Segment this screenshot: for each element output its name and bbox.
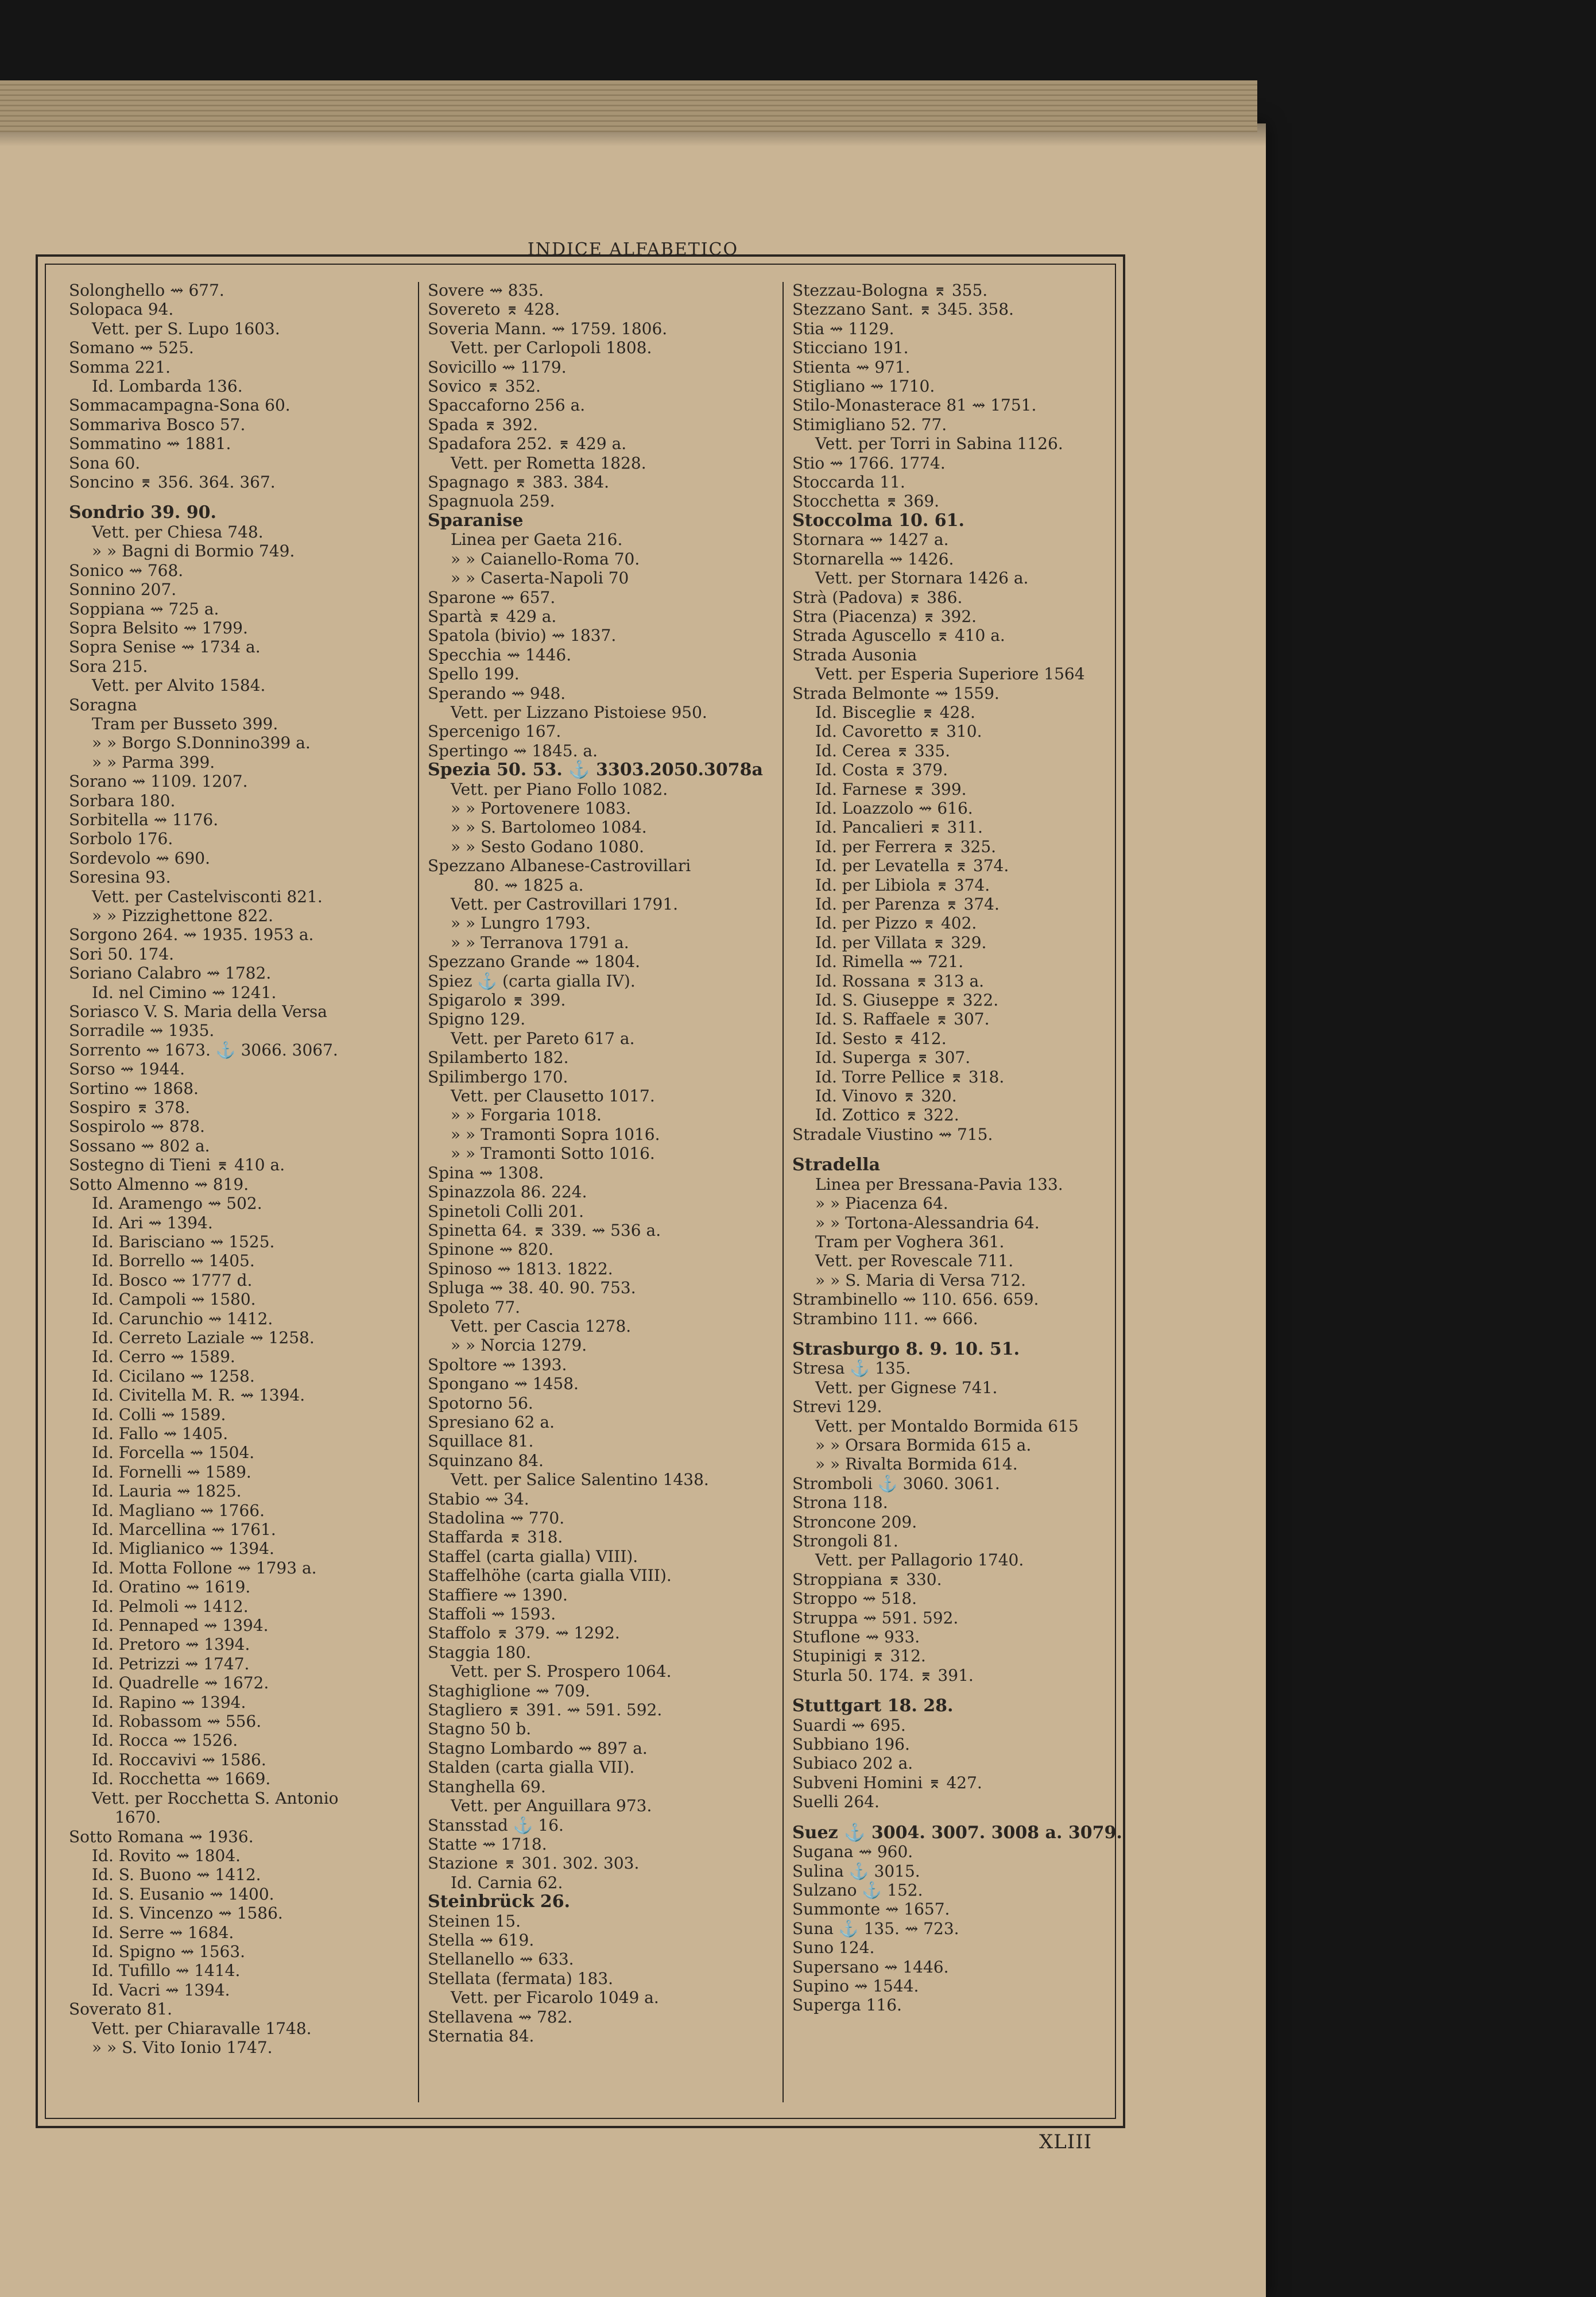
index-entry: Id. Costa ⌆ 379. [815, 760, 948, 780]
index-entry: Vett. per Chiesa 748. [92, 522, 264, 542]
index-entry: Id. Superga ⌆ 307. [815, 1048, 971, 1068]
index-entry: Id. Oratino ⇝ 1619. [92, 1577, 251, 1597]
index-entry: Vett. per Chiaravalle 1748. [92, 2018, 312, 2038]
index-entry: Stagliero ⌆ 391. ⇝ 591. 592. [428, 1700, 663, 1720]
index-entry: Subiaco 202 a. [792, 1754, 913, 1773]
index-entry: » » Parma 399. [92, 752, 215, 772]
index-entry: Staffarda ⌆ 318. [428, 1528, 563, 1547]
index-entry: » » Caianello-Roma 70. [451, 549, 640, 569]
index-entry: Vett. per Rometta 1828. [451, 453, 646, 473]
index-entry: Strona 118. [792, 1493, 888, 1513]
index-entry: Sortino ⇝ 1868. [69, 1078, 199, 1098]
index-entry: Id. Torre Pellice ⌆ 318. [815, 1067, 1005, 1086]
index-entry: Id. Barisciano ⇝ 1525. [92, 1232, 275, 1251]
index-entry: Id. S. Buono ⇝ 1412. [92, 1865, 261, 1885]
index-entry: Id. Campoli ⇝ 1580. [92, 1290, 256, 1309]
index-entry: Sopra Senise ⇝ 1734 a. [69, 637, 261, 657]
index-entry: Strambino 111. ⇝ 666. [792, 1309, 978, 1328]
index-entry: Solonghello ⇝ 677. [69, 281, 224, 300]
index-entry: Suna ⚓ 135. ⇝ 723. [792, 1919, 959, 1938]
index-entry: Stalden (carta gialla VII). [428, 1758, 635, 1777]
index-entry: Spoltore ⇝ 1393. [428, 1355, 567, 1374]
index-entry: Vett. per Carlopoli 1808. [451, 338, 652, 358]
index-entry: 1670. [115, 1808, 161, 1827]
column-divider [782, 282, 784, 2102]
index-heading-entry: Suez ⚓ 3004. 3007. 3008 a. 3079. [792, 1822, 1122, 1843]
index-entry: Stilo-Monasterace 81 ⇝ 1751. [792, 396, 1037, 415]
index-entry: Stansstad ⚓ 16. [428, 1815, 564, 1835]
index-entry: Id. Cicilano ⇝ 1258. [92, 1366, 255, 1386]
index-entry: Vett. per Torri in Sabina 1126. [815, 434, 1063, 454]
index-entry: Stocchetta ⌆ 369. [792, 492, 940, 511]
index-entry: Sona 60. [69, 453, 141, 473]
index-entry: Steinen 15. [428, 1911, 521, 1931]
index-entry: Sommariva Bosco 57. [69, 415, 246, 434]
index-entry: Id. Pelmoli ⇝ 1412. [92, 1596, 249, 1616]
index-entry: Id. Rocchetta ⇝ 1669. [92, 1769, 271, 1789]
index-column-3 [792, 281, 1137, 2101]
index-entry: Soppiana ⇝ 725 a. [69, 599, 219, 618]
index-frame-inner [45, 264, 1122, 2119]
index-entry: Staffiere ⇝ 1390. [428, 1585, 568, 1604]
index-entry: Id. S. Vincenzo ⇝ 1586. [92, 1904, 283, 1923]
index-entry: Id. S. Eusanio ⇝ 1400. [92, 1884, 274, 1904]
index-entry: Sorrento ⇝ 1673. ⚓ 3066. 3067. [69, 1040, 338, 1059]
index-entry: Spezzano Grande ⇝ 1804. [428, 952, 641, 972]
index-entry: Supino ⇝ 1544. [792, 1976, 919, 1996]
index-entry: Id. Borrello ⇝ 1405. [92, 1251, 255, 1271]
index-entry: Strada Ausonia [792, 645, 917, 664]
index-entry: » » Bagni di Bormio 749. [92, 542, 295, 561]
index-entry: Id. Cerreto Laziale ⇝ 1258. [92, 1328, 315, 1347]
index-entry: Id. Marcellina ⇝ 1761. [92, 1520, 276, 1539]
index-entry: Vett. per Esperia Superiore 1564 [815, 664, 1085, 684]
index-entry: » » S. Bartolomeo 1084. [451, 818, 647, 837]
index-entry: Staghiglione ⇝ 709. [428, 1681, 590, 1700]
index-entry: Vett. per Gignese 741. [815, 1378, 998, 1397]
index-entry: Sorso ⇝ 1944. [69, 1059, 185, 1079]
index-entry: Stezzau-Bologna ⌆ 355. [792, 281, 988, 300]
index-entry: Vett. per Castrovillari 1791. [451, 895, 679, 914]
index-entry: Stroppo ⇝ 518. [792, 1589, 917, 1608]
index-column-1 [69, 281, 413, 2101]
index-entry: Strevi 129. [792, 1397, 882, 1417]
index-entry: » » Rivalta Bormida 614. [815, 1455, 1018, 1474]
index-entry: Linea per Bressana-Pavia 133. [815, 1174, 1063, 1194]
index-entry: Stuflone ⇝ 933. [792, 1627, 920, 1647]
index-entry: Stio ⇝ 1766. 1774. [792, 453, 946, 473]
index-entry: Id. Ari ⇝ 1394. [92, 1213, 213, 1232]
index-entry: » » Pizzighettone 822. [92, 906, 274, 925]
index-entry: Id. Forcella ⇝ 1504. [92, 1443, 255, 1463]
index-entry: Spotorno 56. [428, 1393, 533, 1413]
index-entry: Sorbara 180. [69, 791, 176, 810]
index-entry: Sperando ⇝ 948. [428, 683, 566, 703]
index-entry: Vett. per Piano Follo 1082. [451, 779, 668, 799]
index-entry: Id. Rossana ⌆ 313 a. [815, 971, 985, 991]
index-entry: » » Tramonti Sotto 1016. [451, 1144, 655, 1163]
index-entry: Stimigliano 52. 77. [792, 415, 947, 434]
index-entry: Vett. per Cascia 1278. [451, 1316, 632, 1336]
index-entry: Statte ⇝ 1718. [428, 1834, 547, 1854]
index-entry: Sulzano ⚓ 152. [792, 1880, 923, 1900]
index-entry: Sostegno di Tieni ⌆ 410 a. [69, 1155, 285, 1175]
index-entry: Id. Vinovo ⌆ 320. [815, 1086, 957, 1106]
index-entry: Id. Rovito ⇝ 1804. [92, 1846, 241, 1865]
index-entry: Stadolina ⇝ 770. [428, 1509, 565, 1528]
page-header: INDICE ALFABETICO [527, 239, 739, 260]
index-entry: Sordevolo ⇝ 690. [69, 848, 211, 868]
index-entry: Sonnino 207. [69, 580, 177, 600]
index-entry: » » Tortona-Alessandria 64. [815, 1213, 1040, 1232]
index-entry: Spinoso ⇝ 1813. 1822. [428, 1259, 613, 1278]
index-entry: Summonte ⇝ 1657. [792, 1900, 950, 1919]
index-column-2 [428, 281, 772, 2101]
index-entry: Squinzano 84. [428, 1451, 544, 1470]
index-entry: Spigarolo ⌆ 399. [428, 991, 566, 1010]
index-entry: Spezzano Albanese-Castrovillari [428, 856, 691, 876]
index-entry: » » Sesto Godano 1080. [451, 837, 644, 856]
index-entry: Stupinigi ⌆ 312. [792, 1646, 926, 1666]
index-entry: Staffolo ⌆ 379. ⇝ 1292. [428, 1623, 620, 1643]
index-entry: Id. per Libiola ⌆ 374. [815, 875, 990, 895]
index-heading-entry: Steinbrück 26. [428, 1892, 571, 1912]
index-entry: Soverato 81. [69, 2000, 173, 2019]
index-entry: Stella ⇝ 619. [428, 1930, 534, 1950]
index-entry: Id. Lauria ⇝ 1825. [92, 1482, 242, 1501]
index-entry: Id. Sesto ⌆ 412. [815, 1028, 947, 1048]
index-entry: Sugana ⇝ 960. [792, 1842, 913, 1862]
index-entry: Stezzano Sant. ⌆ 345. 358. [792, 300, 1014, 319]
index-entry: Vett. per Alvito 1584. [92, 676, 266, 695]
index-entry: Spina ⇝ 1308. [428, 1163, 544, 1182]
index-entry: Spilamberto 182. [428, 1048, 569, 1068]
index-entry: Spinetoli Colli 201. [428, 1201, 584, 1221]
stacked-page-edges [0, 80, 1257, 132]
index-entry: Id. Spigno ⇝ 1563. [92, 1942, 246, 1961]
index-entry: Stia ⇝ 1129. [792, 319, 894, 338]
index-entry: Stigliano ⇝ 1710. [792, 377, 935, 396]
index-entry: Id. per Pizzo ⌆ 402. [815, 914, 977, 933]
index-entry: » » Orsara Bormida 615 a. [815, 1435, 1032, 1455]
index-entry: » » Caserta-Napoli 70 [451, 569, 629, 588]
index-entry: Spagnuola 259. [428, 492, 555, 511]
index-entry: Spigno 129. [428, 1010, 526, 1029]
index-entry: Sotto Romana ⇝ 1936. [69, 1827, 254, 1846]
index-entry: Id. Petrizzi ⇝ 1747. [92, 1654, 250, 1673]
index-entry: Stroppiana ⌆ 330. [792, 1569, 942, 1589]
index-heading-entry: Sparanise [428, 510, 524, 531]
index-entry: Sternatia 84. [428, 2026, 534, 2045]
index-entry: Id. Colli ⇝ 1589. [92, 1405, 226, 1424]
index-entry: Id. Rocca ⇝ 1526. [92, 1731, 238, 1750]
index-entry: Id. Quadrelle ⇝ 1672. [92, 1673, 269, 1693]
index-entry: Solopaca 94. [69, 300, 174, 319]
index-entry: Spoleto 77. [428, 1297, 521, 1317]
index-entry: Id. Aramengo ⇝ 502. [92, 1194, 262, 1213]
index-entry: Id. Bisceglie ⌆ 428. [815, 702, 975, 722]
index-entry: » » Piacenza 64. [815, 1194, 948, 1213]
index-entry: Spinone ⇝ 820. [428, 1240, 554, 1259]
index-entry: Spinazzola 86. 224. [428, 1182, 587, 1202]
index-entry: Id. Zottico ⌆ 322. [815, 1105, 959, 1125]
index-entry: Id. nel Cimino ⇝ 1241. [92, 983, 277, 1002]
index-entry: Id. Carunchio ⇝ 1412. [92, 1309, 273, 1328]
index-entry: Suno 124. [792, 1938, 875, 1958]
index-entry: Subveni Homini ⌆ 427. [792, 1773, 982, 1792]
index-entry: Spresiano 62 a. [428, 1412, 555, 1432]
index-entry: Staffel (carta gialla) VIII). [428, 1546, 638, 1566]
index-entry: Spilimbergo 170. [428, 1067, 568, 1086]
index-entry: Sparone ⇝ 657. [428, 587, 556, 607]
index-entry: Stromboli ⚓ 3060. 3061. [792, 1474, 1000, 1493]
index-entry: Id. per Ferrera ⌆ 325. [815, 837, 997, 856]
index-entry: Soriano Calabro ⇝ 1782. [69, 964, 272, 983]
index-entry: Vett. per Pareto 617 a. [451, 1028, 635, 1048]
index-entry: Id. Loazzolo ⇝ 616. [815, 798, 973, 818]
index-entry: Stagno 50 b. [428, 1719, 532, 1739]
index-entry: Id. Civitella M. R. ⇝ 1394. [92, 1386, 305, 1405]
index-entry: Id. Rapino ⇝ 1394. [92, 1692, 246, 1712]
index-entry: Vett. per Montaldo Bormida 615 [815, 1416, 1079, 1436]
index-entry: Stra (Piacenza) ⌆ 392. [792, 606, 977, 626]
index-entry: Stagno Lombardo ⇝ 897 a. [428, 1738, 648, 1758]
index-entry: » » Borgo S.Donnino399 a. [92, 733, 311, 753]
index-entry: Vett. per Rovescale 711. [815, 1251, 1014, 1271]
index-entry: Strongoli 81. [792, 1532, 898, 1550]
index-entry: Soriasco V. S. Maria della Versa [69, 1002, 327, 1022]
index-entry: Subbiano 196. [792, 1735, 910, 1754]
index-entry: Sonico ⇝ 768. [69, 560, 184, 580]
index-entry: Stabio ⇝ 34. [428, 1489, 529, 1509]
index-entry: » » Tramonti Sopra 1016. [451, 1124, 660, 1144]
index-entry: Somano ⇝ 525. [69, 338, 194, 358]
index-entry: Spertingo ⇝ 1845. a. [428, 741, 598, 760]
index-entry: Id. Robassom ⇝ 556. [92, 1712, 262, 1731]
index-entry: Id. Serre ⇝ 1684. [92, 1923, 234, 1942]
index-entry: Sovicillo ⇝ 1179. [428, 357, 567, 377]
index-entry: Staggia 180. [428, 1642, 531, 1662]
index-entry: » » Lungro 1793. [451, 914, 591, 933]
index-entry: Spatola (bivio) ⇝ 1837. [428, 626, 617, 645]
index-entry: Sorgono 264. ⇝ 1935. 1953 a. [69, 925, 314, 945]
index-entry: Id. Rimella ⇝ 721. [815, 952, 964, 972]
index-frame [36, 254, 1125, 2128]
index-entry: Sorbitella ⇝ 1176. [69, 810, 219, 829]
index-entry: Vett. per Salice Salentino 1438. [451, 1470, 709, 1490]
index-entry: Vett. per Pallagorio 1740. [815, 1550, 1024, 1570]
index-entry: Spartà ⌆ 429 a. [428, 606, 557, 626]
index-entry: Stornarella ⇝ 1426. [792, 549, 954, 569]
index-entry: Tram per Voghera 361. [815, 1232, 1005, 1251]
index-entry: Suardi ⇝ 695. [792, 1715, 906, 1735]
index-entry: Id. Lombarda 136. [92, 377, 243, 396]
index-entry: Stellavena ⇝ 782. [428, 2007, 573, 2027]
index-entry: Squillace 81. [428, 1432, 534, 1451]
index-entry: Soragna [69, 695, 137, 714]
index-entry: Sulina ⚓ 3015. [792, 1861, 920, 1881]
index-entry: Id. Roccavivi ⇝ 1586. [92, 1750, 266, 1769]
index-entry: Staffelhöhe (carta gialla VIII). [428, 1566, 672, 1586]
index-heading-entry: Stradella [792, 1155, 881, 1175]
index-entry: Id. Cavoretto ⌆ 310. [815, 722, 982, 741]
index-entry: Sospiro ⌆ 378. [69, 1098, 191, 1117]
index-entry: Strada Belmonte ⇝ 1559. [792, 683, 1000, 703]
index-entry: Vett. per Rocchetta S. Antonio [92, 1788, 339, 1808]
index-entry: » » S. Vito Ionio 1747. [92, 2037, 273, 2057]
index-entry: Staffoli ⇝ 1593. [428, 1604, 556, 1624]
index-entry: Stornara ⇝ 1427 a. [792, 530, 949, 550]
index-entry: Sorano ⇝ 1109. 1207. [69, 772, 248, 791]
index-entry: Stroncone 209. [792, 1512, 917, 1532]
index-entry: Somma 221. [69, 357, 171, 377]
index-entry: Sticciano 191. [792, 338, 909, 358]
index-entry: Vett. per Ficarolo 1049 a. [451, 1988, 659, 2008]
index-entry: 80. ⇝ 1825 a. [474, 875, 584, 895]
index-entry: Vett. per S. Prospero 1064. [451, 1662, 672, 1681]
index-entry: Spadafora 252. ⌆ 429 a. [428, 434, 627, 454]
index-entry: Id. Magliano ⇝ 1766. [92, 1501, 265, 1520]
index-entry: Superga 116. [792, 1996, 902, 2015]
index-entry: Id. Farnese ⌆ 399. [815, 779, 967, 799]
index-entry: Sopra Belsito ⇝ 1799. [69, 618, 248, 637]
index-entry: Soresina 93. [69, 868, 171, 887]
index-entry: Sossano ⇝ 802 a. [69, 1136, 210, 1155]
index-entry: Spiez ⚓ (carta gialla IV). [428, 971, 636, 991]
index-entry: Sorbolo 176. [69, 829, 173, 849]
index-entry: Stazione ⌆ 301. 302. 303. [428, 1854, 640, 1873]
index-heading-entry: Stoccolma 10. 61. [792, 510, 964, 531]
index-entry: Sora 215. [69, 656, 148, 676]
index-entry: Id. Tufillo ⇝ 1414. [92, 1961, 241, 1981]
index-entry: Spluga ⇝ 38. 40. 90. 753. [428, 1278, 636, 1298]
index-entry: Vett. per S. Lupo 1603. [92, 319, 280, 338]
index-entry: Strà (Padova) ⌆ 386. [792, 587, 963, 607]
index-entry: Sommacampagna-Sona 60. [69, 396, 290, 415]
index-entry: Stoccarda 11. [792, 473, 905, 492]
index-entry: Sommatino ⇝ 1881. [69, 434, 231, 454]
index-entry: Id. Cerea ⌆ 335. [815, 741, 951, 760]
index-entry: Specchia ⇝ 1446. [428, 645, 572, 664]
index-entry: Id. per Parenza ⌆ 374. [815, 895, 1000, 914]
index-entry: Stienta ⇝ 971. [792, 357, 911, 377]
index-entry: » » S. Maria di Versa 712. [815, 1270, 1026, 1290]
index-heading-entry: Stuttgart 18. 28. [792, 1696, 954, 1716]
index-entry: Id. Bosco ⇝ 1777 d. [92, 1270, 253, 1290]
index-heading-entry: Spezia 50. 53. ⚓ 3303.2050.3078a [428, 760, 763, 780]
index-entry: Spinetta 64. ⌆ 339. ⇝ 536 a. [428, 1220, 661, 1240]
index-entry: » » Forgaria 1018. [451, 1105, 602, 1125]
index-entry: Soveria Mann. ⇝ 1759. 1806. [428, 319, 668, 338]
index-entry: Stradale Viustino ⇝ 715. [792, 1124, 993, 1144]
index-entry: Id. Pretoro ⇝ 1394. [92, 1635, 250, 1654]
index-entry: Id. Vacri ⇝ 1394. [92, 1980, 230, 2000]
index-heading-entry: Strasburgo 8. 9. 10. 51. [792, 1339, 1020, 1359]
index-entry: Id. Pancalieri ⌆ 311. [815, 818, 983, 837]
index-entry: Vett. per Lizzano Pistoiese 950. [451, 702, 707, 722]
index-entry: Stresa ⚓ 135. [792, 1359, 911, 1378]
column-divider [418, 282, 419, 2102]
index-entry: Spongano ⇝ 1458. [428, 1374, 579, 1394]
index-entry: Id. Carnia 62. [451, 1873, 563, 1892]
book-page [0, 123, 1266, 2297]
index-entry: Strada Aguscello ⌆ 410 a. [792, 626, 1005, 645]
index-entry: Sospirolo ⇝ 878. [69, 1117, 205, 1136]
index-entry: Id. Cerro ⇝ 1589. [92, 1347, 235, 1367]
index-entry: Spercenigo 167. [428, 722, 561, 741]
index-entry: Spagnago ⌆ 383. 384. [428, 473, 610, 492]
index-entry: Vett. per Stornara 1426 a. [815, 569, 1029, 588]
index-entry: Stanghella 69. [428, 1777, 546, 1796]
index-entry: Linea per Gaeta 216. [451, 530, 623, 550]
index-entry: Sorradile ⇝ 1935. [69, 1021, 215, 1041]
index-entry: Vett. per Clausetto 1017. [451, 1086, 655, 1106]
index-entry: Spello 199. [428, 664, 520, 684]
index-entry: Sori 50. 174. [69, 944, 175, 964]
index-entry: » » Terranova 1791 a. [451, 933, 629, 952]
index-entry: » » Norcia 1279. [451, 1336, 587, 1355]
index-entry: Spaccaforno 256 a. [428, 396, 586, 415]
index-entry: Id. S. Giuseppe ⌆ 322. [815, 991, 999, 1010]
index-entry: Sturla 50. 174. ⌆ 391. [792, 1665, 974, 1685]
index-entry: Sovereto ⌆ 428. [428, 300, 560, 319]
page-number: XLIII [1039, 2130, 1093, 2153]
index-entry: Id. Motta Follone ⇝ 1793 a. [92, 1558, 317, 1577]
index-entry: Supersano ⇝ 1446. [792, 1957, 949, 1977]
index-entry: Id. Fallo ⇝ 1405. [92, 1424, 228, 1443]
index-entry: Spada ⌆ 392. [428, 415, 539, 434]
index-entry: Id. Fornelli ⇝ 1589. [92, 1462, 251, 1482]
index-entry: Soncino ⌆ 356. 364. 367. [69, 473, 276, 492]
index-entry: Id. per Levatella ⌆ 374. [815, 856, 1009, 876]
index-entry: Sovere ⇝ 835. [428, 281, 544, 300]
index-entry: Sotto Almenno ⇝ 819. [69, 1174, 249, 1194]
index-heading-entry: Sondrio 39. 90. [69, 502, 216, 523]
index-entry: Vett. per Castelvisconti 821. [92, 887, 323, 906]
index-entry: Strambinello ⇝ 110. 656. 659. [792, 1290, 1039, 1309]
index-entry: Sovico ⌆ 352. [428, 377, 541, 396]
index-entry: Stellata (fermata) 183. [428, 1969, 614, 1988]
index-entry: Stellanello ⇝ 633. [428, 1950, 574, 1969]
index-entry: Id. S. Raffaele ⌆ 307. [815, 1010, 990, 1029]
index-entry: Suelli 264. [792, 1792, 880, 1812]
index-entry: Struppa ⇝ 591. 592. [792, 1608, 959, 1627]
index-entry: Id. Pennaped ⇝ 1394. [92, 1616, 269, 1635]
index-entry: Vett. per Anguillara 973. [451, 1796, 652, 1816]
index-entry: » » Portovenere 1083. [451, 798, 632, 818]
index-entry: Id. Miglianico ⇝ 1394. [92, 1539, 274, 1559]
index-entry: Tram per Busseto 399. [92, 714, 278, 733]
index-entry: Id. per Villata ⌆ 329. [815, 933, 987, 952]
